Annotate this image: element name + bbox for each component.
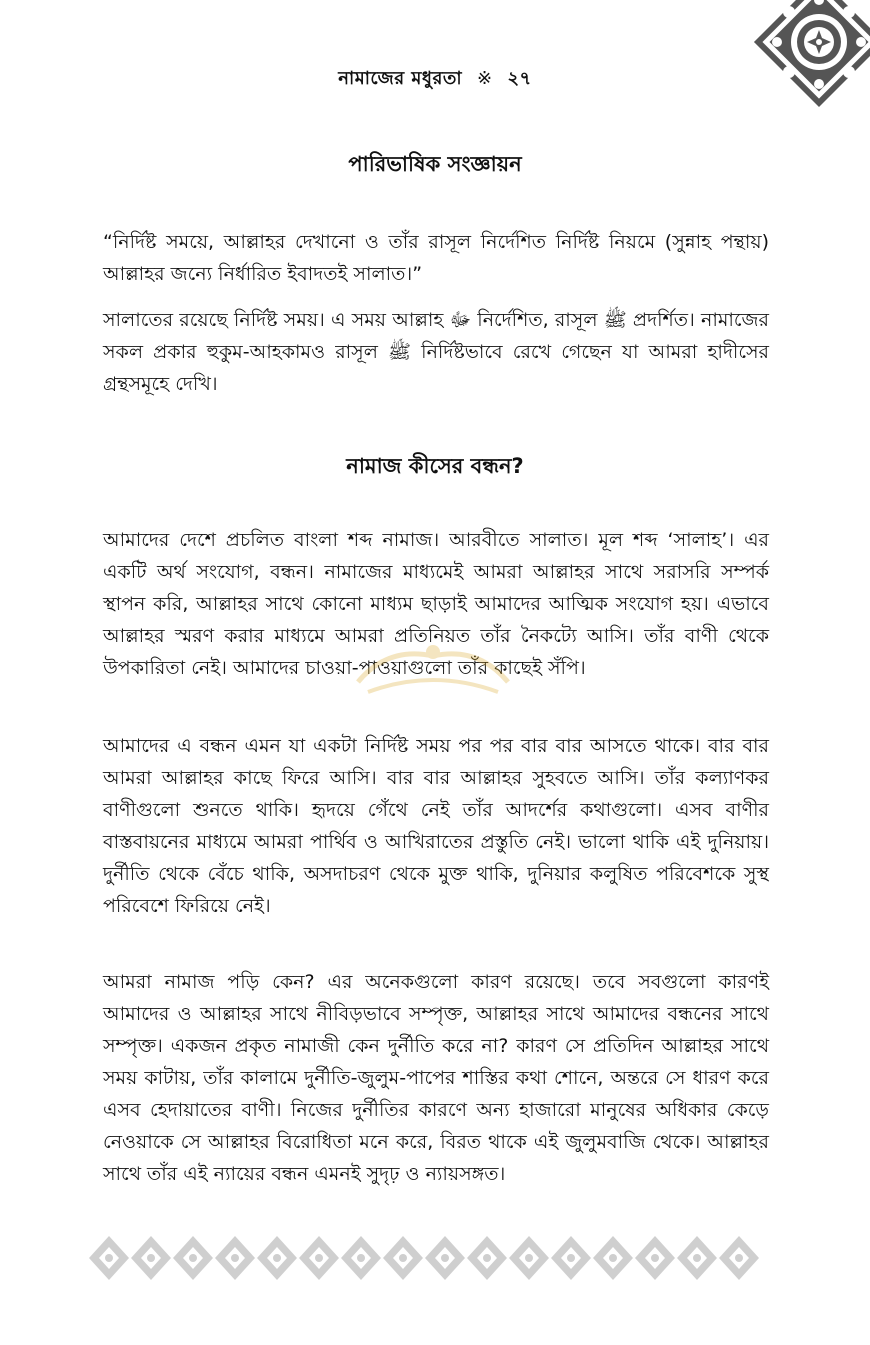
corner-ornament-icon [744, 0, 870, 122]
page-number: ২৭ [507, 68, 532, 89]
ornament-motif [341, 1236, 381, 1280]
ornament-motif [383, 1236, 423, 1280]
book-title: নামাজের মধুরতা [338, 68, 463, 89]
ornament-motif [635, 1236, 675, 1280]
body-paragraph: আমরা নামাজ পড়ি কেন? এর অনেকগুলো কারণ রয়েছে। তবে সবগুলো কারণই আমাদের ও আল্লাহর সাথে নীবিড়ভাবে সম্পৃক্ত, আল্লাহর সাথে আমাদের বন্ধনের সাথে সম্পৃক্ত। একজন প্রকৃত নামাজী কেন দুর্নীতি করে না? কারণ সে প্রতিদিন আল্লাহর সাথে সময় কাটায়, তাঁর কালামে দুর্নীতি-জুলুম-পাপের শাস্তির কথা শোনে, অন্তরে সে ধারণ করে এসব হেদায়াতের বাণী। নিজের দুর্নীতির কারণে অন্য হাজারো মানুষের অধিকার কেড়ে নেওয়াকে সে আল্লাহর বিরোধিতা মনে করে, বিরত থাকে এই জুলুমবাজি থেকে। আল্লাহর সাথে তাঁর এই ন্যায়ের বন্ধন এমনই সুদৃঢ় ও ন্যায়সঙ্গত। [103, 971, 769, 1185]
ornament-motif [173, 1236, 213, 1280]
body-paragraph: আমাদের দেশে প্রচলিত বাংলা শব্দ নামাজ। আরবীতে সালাত। মূল শব্দ ‘সালাহ’। এর একটি অর্থ সংযোগ, বন্ধন। নামাজের মাধ্যমেই আমরা আল্লাহর সাথে সরাসরি সম্পর্ক স্থাপন করি, আল্লাহর সাথে কোনো মাধ্যম ছাড়াই আমাদের আত্মিক সংযোগ হয়। এভাবে আল্লাহর স্মরণ করার মাধ্যমে আমরা প্রতিনিয়ত তাঁর নৈকট্যে আসি। তাঁর বাণী থেকে উপকারিতা নেই। আমাদের চাওয়া-পাওয়াগুলো তাঁর কাছেই সঁপি। [103, 529, 769, 679]
ornament-motif [257, 1236, 297, 1280]
bottom-ornament-border-icon [88, 1232, 760, 1284]
ornament-motif [719, 1236, 759, 1280]
watermark-logo-icon [348, 638, 518, 700]
ornament-motif [677, 1236, 717, 1280]
body-paragraph: আমাদের এ বন্ধন এমন যা একটা নির্দিষ্ট সময় পর পর বার বার আসতে থাকে। বার বার আমরা আল্লাহর কাছে ফিরে আসি। বার বার আল্লাহর সুহবতে আসি। তাঁর কল্যাণকর বাণীগুলো শুনতে থাকি। হৃদয়ে গেঁথে নেই তাঁর আদর্শের কথাগুলো। এসব বাণীর বাস্তবায়নের মাধ্যমে আমরা পার্থিব ও আখিরাতের প্রস্তুতি নেই। ভালো থাকি এই দুনিয়ায়। দুর্নীতি থেকে বেঁচে থাকি, অসদাচরণ থেকে মুক্ত থাকি, দুনিয়ার কলুষিত পরিবেশকে সুস্থ পরিবেশে ফিরিয়ে নেই। [103, 735, 769, 917]
ornament-motif [593, 1236, 633, 1280]
ornament-motif [467, 1236, 507, 1280]
section-title-definition: পারিভাষিক সংজ্ঞায়ন [348, 152, 522, 176]
ornament-motif [131, 1236, 171, 1280]
ornament-motif [551, 1236, 591, 1280]
running-header [0, 64, 870, 95]
definition-paragraph: সালাতের রয়েছে নির্দিষ্ট সময়। এ সময় আল্লাহ ﷻ নির্দেশিত, রাসূল ﷺ প্রদর্শিত। নামাজের সকল প্রকার হুকুম-আহকামও রাসূল ﷺ নির্দিষ্টভাবে রেখে গেছেন যা আমরা হাদীসের গ্রন্থসমূহে দেখি। [103, 309, 770, 395]
definition-quote: “নির্দিষ্ট সময়ে, আল্লাহর দেখানো ও তাঁর রাসূল নির্দেশিত নির্দিষ্ট নিয়মে (সুন্নাহ পন্থায়) আল্লাহর জন্যে নির্ধারিত ইবাদতই সালাত।” [103, 231, 769, 285]
ornament-motif [425, 1236, 465, 1280]
section-title-bond: নামাজ কীসের বন্ধন? [346, 454, 524, 478]
separator-glyph: ※ [476, 68, 493, 89]
ornament-motif [509, 1236, 549, 1280]
ornament-motif [215, 1236, 255, 1280]
ornament-motif [299, 1236, 339, 1280]
ornament-motif [89, 1236, 129, 1280]
